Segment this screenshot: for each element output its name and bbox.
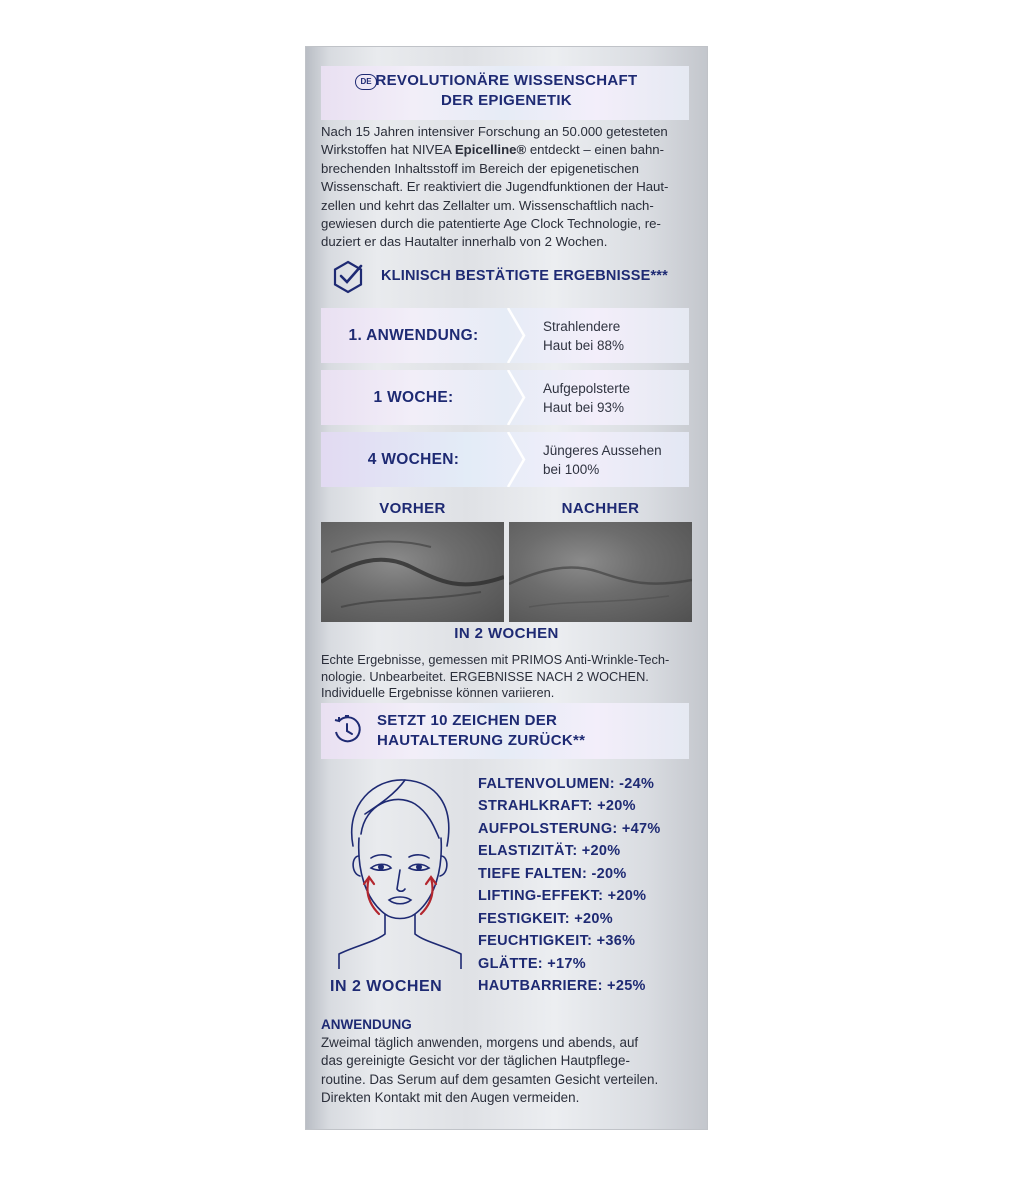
result-value: Jüngeres Aussehen bei 100%: [543, 443, 662, 477]
result-label: 1 WOCHE:: [373, 388, 454, 406]
package-back-panel: [305, 46, 708, 1130]
clinical-heading: KLINISCH BESTÄTIGTE ERGEBNISSE***: [381, 268, 668, 284]
stat-item: TIEFE FALTEN: -20%: [478, 866, 627, 882]
stat-item: STRAHLKRAFT: +20%: [478, 798, 636, 814]
science-heading-line1: REVOLUTIONÄRE WISSENSCHAFT: [375, 72, 638, 89]
signs-heading-line2: HAUTALTERUNG ZURÜCK**: [377, 732, 586, 749]
country-badge: DE: [355, 74, 377, 90]
intro-paragraph: Nach 15 Jahren intensiver Forschung an 50.000 getesteten Wirkstoffen hat NIVEA Epicelline® entdeckt – einen bahn- brechenden Inhaltsstoff im Bereich der epigenetischen Wissenschaft. Er reaktiviert die Jugendfunktionen der Haut- zellen und kehrt das Zellalter um. Wissenschaftlich nach- gewiesen durch die patentierte Age Clock Technologie, re- duziert er das Hautalter innerhalb von 2 Wochen.: [321, 124, 669, 250]
face-caption: IN 2 WOCHEN: [330, 978, 443, 995]
stat-item: FESTIGKEIT: +20%: [478, 911, 613, 927]
science-heading-line2: DER EPIGENETIK: [441, 92, 572, 109]
stat-item: ELASTIZITÄT: +20%: [478, 843, 621, 859]
stat-item: FALTENVOLUMEN: -24%: [478, 776, 655, 792]
usage-paragraph: Zweimal täglich anwenden, morgens und abends, auf das gereinigte Gesicht vor der täglichen Hautpflege- routine. Das Serum auf dem gesamten Gesicht verteilen. Direkten Kontakt mit den Augen vermeiden.: [321, 1035, 659, 1106]
stat-item: HAUTBARRIERE: +25%: [478, 978, 646, 994]
result-value: Aufgepolsterte Haut bei 93%: [543, 381, 631, 415]
before-skin-photo: [321, 522, 504, 622]
stat-item: AUFPOLSTERUNG: +47%: [478, 821, 661, 837]
stat-item: FEUCHTIGKEIT: +36%: [478, 933, 636, 949]
before-label: VORHER: [379, 500, 446, 517]
usage-heading: ANWENDUNG: [321, 1017, 412, 1032]
result-row-first-use: [321, 308, 689, 363]
stat-item: GLÄTTE: +17%: [478, 956, 586, 972]
clinical-check-icon: [331, 260, 365, 299]
results-disclaimer: Echte Ergebnisse, gemessen mit PRIMOS Anti-Wrinkle-Tech- nologie. Unbearbeitet. ERGEBNISSE NACH 2 WOCHEN. Individuelle Ergebnisse können variieren.: [321, 652, 670, 700]
face-illustration: [335, 774, 465, 974]
photo-caption: IN 2 WOCHEN: [454, 625, 559, 642]
after-label: NACHHER: [561, 500, 640, 517]
result-label: 1. ANWENDUNG:: [348, 326, 479, 344]
result-row-one-week: [321, 370, 689, 425]
after-skin-photo: [509, 522, 692, 622]
signs-heading-line1: SETZT 10 ZEICHEN DER: [377, 712, 558, 729]
result-row-four-weeks: [321, 432, 689, 487]
result-label: 4 WOCHEN:: [367, 450, 460, 468]
clock-reverse-icon: [331, 714, 363, 751]
result-value: Strahlendere Haut bei 88%: [543, 319, 625, 353]
stat-item: LIFTING-EFFEKT: +20%: [478, 888, 647, 904]
